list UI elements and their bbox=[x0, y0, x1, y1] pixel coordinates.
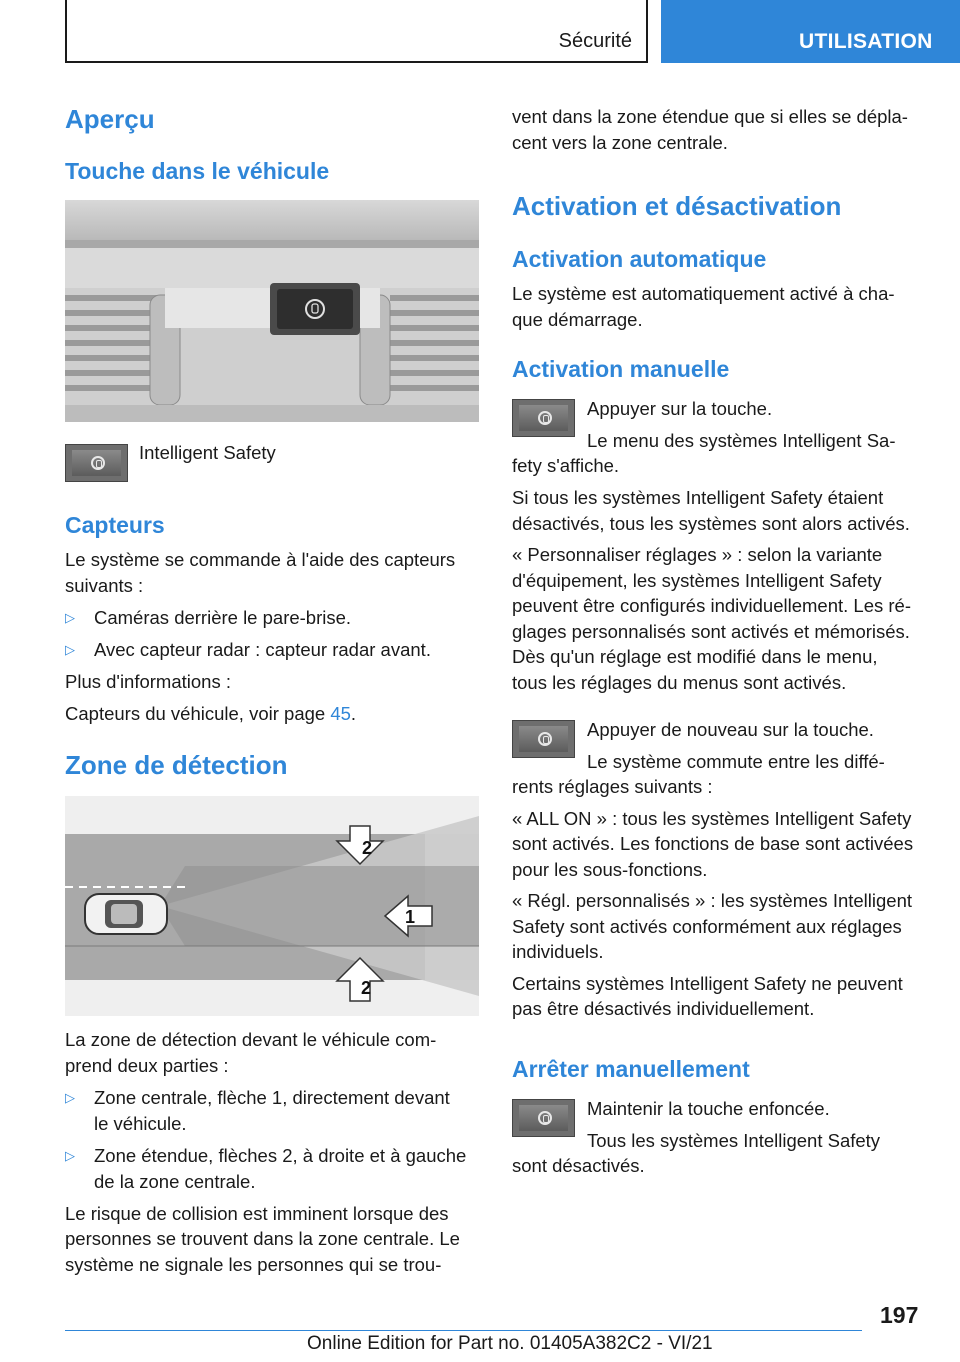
heading-touche: Touche dans le véhicule bbox=[65, 158, 330, 184]
heading-activation: Activation et désactivation bbox=[512, 191, 842, 221]
manuelle-p3-3: peuvent être configurés individuellement. Les ré- bbox=[512, 595, 912, 616]
again-text-2: Le système commute entre les diffé- bbox=[587, 751, 885, 772]
heading-apercu: Aperçu bbox=[65, 104, 155, 134]
continued-text-1: vent dans la zone étendue que si elles se dépla- bbox=[512, 106, 908, 127]
plus-info: Plus d'informations : bbox=[65, 671, 231, 692]
bullet-triangle-icon: ▷ bbox=[65, 1148, 75, 1163]
manuelle-p3-6: tous les réglages du menus sont activés. bbox=[512, 672, 847, 693]
manuelle-p2-2: désactivés, tous les systèmes sont alors activés. bbox=[512, 513, 910, 534]
arret-text-3: sont désactivés. bbox=[512, 1155, 645, 1176]
capteurs-reference: Capteurs du véhicule, voir page 45. bbox=[65, 703, 357, 724]
capteurs-text-2: suivants : bbox=[65, 575, 144, 596]
again-text-1: Appuyer de nouveau sur la touche. bbox=[587, 719, 874, 740]
certains-text-1: Certains systèmes Intelligent Safety ne peuvent bbox=[512, 973, 903, 994]
regl-text-3: individuels. bbox=[512, 941, 604, 962]
manuelle-p3-5: Dès qu'un réglage est modifié dans le menu, bbox=[512, 646, 878, 667]
manuelle-text-2: Le menu des systèmes Intelligent Sa- bbox=[587, 430, 896, 451]
certains-text-2: pas être désactivés individuellement. bbox=[512, 998, 815, 1019]
heading-zone: Zone de détection bbox=[65, 750, 288, 780]
again-text-3: rents réglages suivants : bbox=[512, 776, 713, 797]
heading-manuelle: Activation manuelle bbox=[512, 356, 730, 382]
auto-text-2: que démarrage. bbox=[512, 309, 643, 330]
page-number: 197 bbox=[880, 1302, 919, 1328]
zone-text-2: prend deux parties : bbox=[65, 1055, 229, 1076]
allon-text-3: pour les sous-fonctions. bbox=[512, 859, 708, 880]
continued-text-2: cent vers la zone centrale. bbox=[512, 132, 728, 153]
bullet-triangle-icon: ▷ bbox=[65, 610, 75, 625]
dashboard-photo bbox=[65, 200, 479, 422]
detection-zone-diagram bbox=[65, 796, 479, 1016]
footer-edition: Online Edition for Part no. 01405A382C2 - VI/21 bbox=[307, 1333, 713, 1354]
heading-auto: Activation automatique bbox=[512, 246, 767, 272]
zone-risk-2: personnes se trouvent dans la zone centrale. Le bbox=[65, 1228, 460, 1249]
manuelle-p3-1: « Personnaliser réglages » : selon la variante bbox=[512, 544, 883, 565]
heading-capteurs: Capteurs bbox=[65, 512, 165, 538]
auto-text-1: Le système est automatiquement activé à cha- bbox=[512, 283, 895, 304]
intelligent-safety-button-icon bbox=[512, 399, 575, 437]
allon-text-2: sont activés. Les fonctions de base sont activées bbox=[512, 833, 914, 854]
capteurs-text-1: Le système se commande à l'aide des capteurs bbox=[65, 549, 456, 570]
regl-text-2: Safety sont activés conformément aux réglages bbox=[512, 916, 902, 937]
heading-arret: Arrêter manuellement bbox=[512, 1056, 750, 1082]
intelligent-safety-button-icon bbox=[65, 444, 128, 482]
arret-text-2: Tous les systèmes Intelligent Safety bbox=[587, 1130, 881, 1151]
arrow-label-bottom: 2 bbox=[360, 978, 372, 998]
bullet-triangle-icon: ▷ bbox=[65, 642, 75, 657]
manuelle-p2-1: Si tous les systèmes Intelligent Safety étaient bbox=[512, 487, 884, 508]
allon-text-1: « ALL ON » : tous les systèmes Intelligent Safety bbox=[512, 808, 912, 829]
bullet-triangle-icon: ▷ bbox=[65, 1090, 75, 1105]
button-caption: Intelligent Safety bbox=[139, 442, 276, 463]
manuelle-text-3: fety s'affiche. bbox=[512, 455, 620, 476]
regl-text-1: « Régl. personnalisés » : les systèmes Intelligent bbox=[512, 890, 913, 911]
header-section-box bbox=[65, 0, 648, 63]
manuelle-text-1: Appuyer sur la touche. bbox=[587, 398, 773, 419]
intelligent-safety-button-icon bbox=[512, 720, 575, 758]
chapter-tab: UTILISATION bbox=[661, 0, 960, 63]
footer-divider bbox=[65, 1330, 862, 1331]
manuelle-p3-4: glages personnalisés sont activés et mémorisés. bbox=[512, 621, 910, 642]
arrow-label-center: 1 bbox=[404, 907, 416, 927]
intelligent-safety-button-icon bbox=[512, 1099, 575, 1137]
zone-risk-3: système ne signale les personnes qui se trou- bbox=[65, 1254, 442, 1275]
page-link[interactable]: 45 bbox=[330, 703, 351, 724]
section-title: Sécurité bbox=[558, 30, 632, 52]
arrow-label-top: 2 bbox=[361, 838, 373, 858]
arret-text-1: Maintenir la touche enfoncée. bbox=[587, 1098, 830, 1119]
manuelle-p3-2: d'équipement, les systèmes Intelligent Safety bbox=[512, 570, 882, 591]
zone-risk-1: Le risque de collision est imminent lorsque des bbox=[65, 1203, 449, 1224]
zone-text-1: La zone de détection devant le véhicule com- bbox=[65, 1029, 437, 1050]
